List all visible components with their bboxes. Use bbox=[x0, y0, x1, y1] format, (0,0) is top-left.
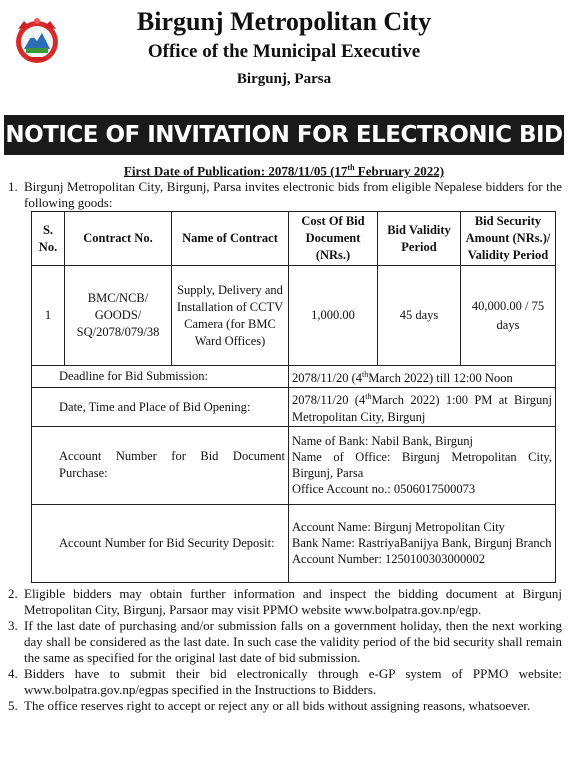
point-5: 5. The office reserves right to accept or reject any or all bids without assigning reasons, whatsoever. bbox=[8, 697, 531, 713]
deadline-label: Deadline for Bid Submission: bbox=[32, 366, 289, 388]
purchase-value bbox=[289, 426, 556, 504]
purchase-row bbox=[32, 426, 556, 504]
header-contract-no: Contract No. bbox=[65, 212, 172, 266]
notice-banner: NOTICE OF INVITATION FOR ELECTRONIC BID bbox=[4, 115, 564, 155]
header-name: Name of Contract bbox=[172, 212, 289, 266]
header bbox=[4, 3, 564, 115]
publication-date: First Date of Publication: 2078/11/05 (17th February 2022) bbox=[123, 163, 445, 179]
point-3: 3. If the last date of purchasing and/or submission falls on a government holiday, then the next working day shall be considered as the last date. In such case the validity period of the bid security shall remain the same as specified for the original last date of bid submission. bbox=[8, 617, 562, 665]
deadline-row bbox=[32, 366, 556, 388]
purchase-label: Account Number for Bid Document Purchase: bbox=[32, 426, 289, 504]
nepal-emblem-icon bbox=[12, 15, 62, 65]
office-title: Office of the Municipal Executive bbox=[147, 41, 421, 62]
security-account-number: Account Number: 1250100303000002 bbox=[292, 552, 486, 567]
cell-cost: 1,000.00 bbox=[289, 266, 378, 366]
table-row bbox=[32, 266, 556, 366]
security-row bbox=[32, 504, 556, 582]
security-label: Account Number for Bid Security Deposit: bbox=[32, 504, 289, 582]
header-validity: Bid Validity Period bbox=[378, 212, 461, 266]
purchase-office: Name of Office: Birgunj Metropolitan City, Birgunj, Parsa bbox=[292, 450, 552, 481]
opening-value: 2078/11/20 (4thMarch 2022) 1:00 PM at Birgunj Metropolitan City, Birgunj bbox=[289, 388, 556, 426]
point-1: 1. Birgunj Metropolitan City, Birgunj, Parsa invites electronic bids from eligible Nepalese bidders for the following goods: bbox=[8, 179, 562, 211]
table-header-row bbox=[32, 212, 556, 266]
cell-contract-no: BMC/NCB/ GOODS/ SQ/2078/079/38 bbox=[65, 266, 172, 366]
purchase-account: Office Account no.: 0506017500073 bbox=[292, 482, 476, 497]
cell-validity: 45 days bbox=[378, 266, 461, 366]
security-bank: Bank Name: RastriyaBanijya Bank, Birgunj Branch bbox=[292, 536, 552, 551]
opening-row bbox=[32, 388, 556, 426]
header-cost: Cost Of Bid Document (NRs.) bbox=[289, 212, 378, 266]
notice-page bbox=[4, 3, 564, 769]
opening-label: Date, Time and Place of Bid Opening: bbox=[32, 388, 289, 426]
deadline-value: 2078/11/20 (4thMarch 2022) till 12:00 Noon bbox=[289, 366, 556, 388]
security-account-name: Account Name: Birgunj Metropolitan City bbox=[292, 520, 505, 535]
security-value bbox=[289, 504, 556, 582]
header-security: Bid Security Amount (NRs.)/ Validity Period bbox=[461, 212, 556, 266]
bid-table bbox=[31, 211, 556, 582]
cell-sn: 1 bbox=[32, 266, 65, 366]
header-sn: S. No. bbox=[32, 212, 65, 266]
cell-name: Supply, Delivery and Installation of CCTV Camera (for BMC Ward Offices) bbox=[172, 266, 289, 366]
point-2: 2. Eligible bidders may obtain further information and inspect the bidding document at Birgunj Metropolitan City, Birgunj, Parsaor may visit PPMO website www.bolpatra.gov.np/egp. bbox=[8, 585, 562, 617]
cell-security: 40,000.00 / 75 days bbox=[461, 266, 556, 366]
point-4: 4. Bidders have to submit their bid electronically through e-GP system of PPMO website: www.bolpatra.gov.np/egpas specified in the Instructions to Bidders. bbox=[8, 665, 562, 697]
location: Birgunj, Parsa bbox=[236, 71, 332, 87]
purchase-bank: Name of Bank: Nabil Bank, Birgunj bbox=[292, 434, 473, 449]
city-title: Birgunj Metropolitan City bbox=[136, 7, 432, 36]
